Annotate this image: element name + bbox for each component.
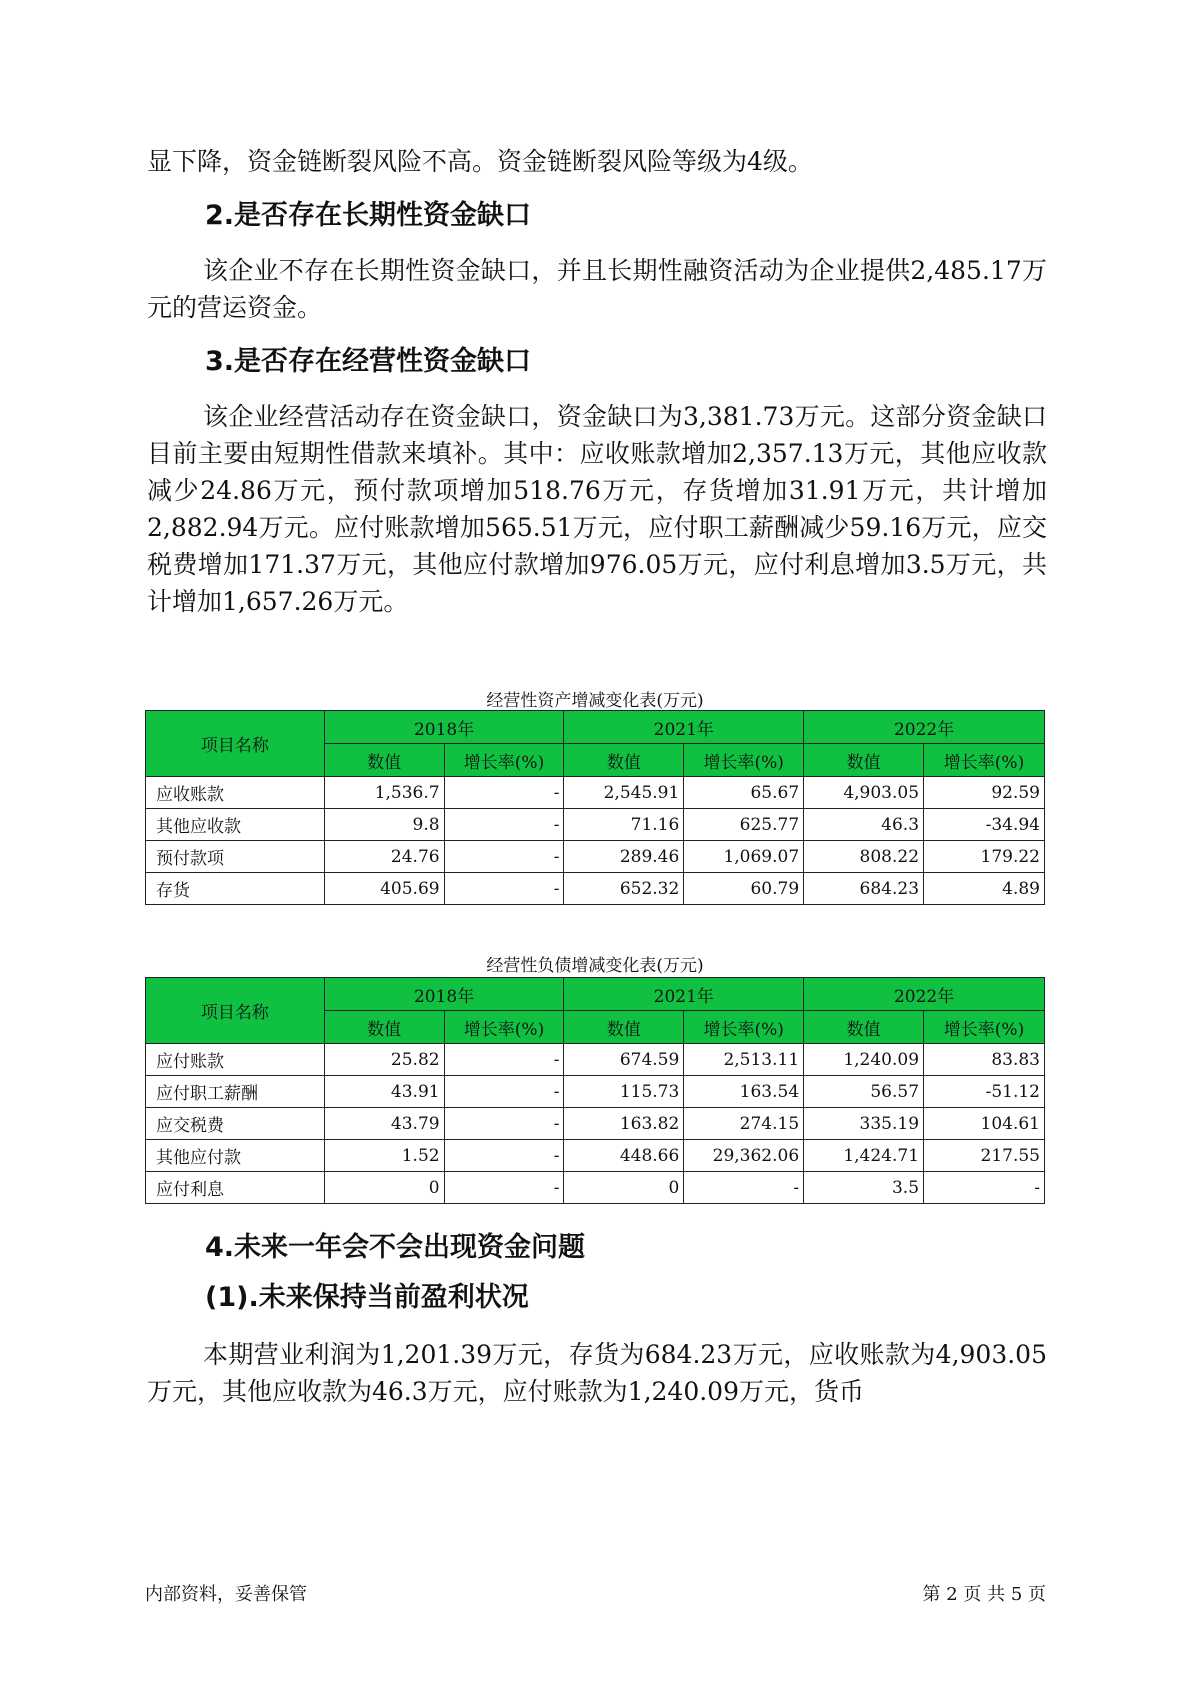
table-cell: 预付款项 [146, 841, 325, 873]
table-cell: 1,536.7 [324, 777, 444, 809]
table-cell: - [444, 777, 564, 809]
table-cell: 625.77 [684, 809, 804, 841]
table-cell: - [444, 1044, 564, 1076]
footer-confidential-note: 内部资料，妥善保管 [145, 1584, 307, 1605]
table-cell: - [444, 1076, 564, 1108]
table-cell: - [444, 1108, 564, 1140]
table-cell: 1,069.07 [684, 841, 804, 873]
header-growth: 增长率(%) [444, 744, 564, 777]
paragraph-risk-level: 显下降，资金链断裂风险不高。资金链断裂风险等级为4级。 [147, 147, 813, 176]
table-cell: 应付利息 [146, 1172, 325, 1204]
table-cell: 335.19 [804, 1108, 924, 1140]
header-year-2021: 2021年 [564, 978, 804, 1011]
footer-page-number: 第 2 页 共 5 页 [922, 1584, 1046, 1605]
table-cell: 29,362.06 [684, 1140, 804, 1172]
table-cell: 2,545.91 [564, 777, 684, 809]
table-row [146, 1140, 1045, 1172]
table-cell: 1.52 [324, 1140, 444, 1172]
table-cell: 71.16 [564, 809, 684, 841]
table-cell: 684.23 [804, 873, 924, 905]
heading-current-profitability: (1).未来保持当前盈利状况 [205, 1282, 529, 1313]
table-cell: 应交税费 [146, 1108, 325, 1140]
table-cell: 674.59 [564, 1044, 684, 1076]
table-cell: 92.59 [924, 777, 1045, 809]
table-cell: 1,424.71 [804, 1140, 924, 1172]
header-growth: 增长率(%) [924, 744, 1045, 777]
table-cell: 163.82 [564, 1108, 684, 1140]
table-cell: 43.91 [324, 1076, 444, 1108]
table-cell: 46.3 [804, 809, 924, 841]
table-cell: 其他应收款 [146, 809, 325, 841]
table-cell: 289.46 [564, 841, 684, 873]
header-value: 数值 [804, 744, 924, 777]
header-growth: 增长率(%) [444, 1011, 564, 1044]
table-row [146, 1044, 1045, 1076]
header-value: 数值 [324, 1011, 444, 1044]
assets-table-caption: 经营性资产增减变化表(万元) [486, 691, 704, 711]
table-cell: 115.73 [564, 1076, 684, 1108]
table-row [146, 809, 1045, 841]
liabilities-table [145, 977, 1045, 1204]
header-value: 数值 [804, 1011, 924, 1044]
header-growth: 增长率(%) [924, 1011, 1045, 1044]
table-cell: 83.83 [924, 1044, 1045, 1076]
table-cell: 存货 [146, 873, 325, 905]
table-cell: 4,903.05 [804, 777, 924, 809]
table-cell: - [924, 1172, 1045, 1204]
table-cell: - [444, 873, 564, 905]
table-cell: 24.76 [324, 841, 444, 873]
table-row [146, 1108, 1045, 1140]
paragraph-current-profitability: 本期营业利润为1,201.39万元，存货为684.23万元，应收账款为4,903.05万元，其他应收款为46.3万元，应付账款为1,240.09万元，货币 [147, 1340, 1047, 1406]
table-row [146, 873, 1045, 905]
header-year-2022: 2022年 [804, 978, 1045, 1011]
table-cell: 3.5 [804, 1172, 924, 1204]
heading-operating-gap: 3.是否存在经营性资金缺口 [205, 346, 532, 377]
table-cell: 808.22 [804, 841, 924, 873]
table-cell: - [444, 841, 564, 873]
paragraph-operating-gap: 该企业经营活动存在资金缺口，资金缺口为3,381.73万元。这部分资金缺口目前主要由短期性借款来填补。其中：应收账款增加2,357.13万元，其他应收款减少24.86万元，预付款项增加518.76万元，存货增加31.91万元，共计增加2,882.94万元。应付账款增加565.51万元，应付职工薪酬减少59.16万元，应交税费增加171.37万元，其他应付款增加976.05万元，应付利息增加3.5万元，共计增加1,657.26万元。 [147, 402, 1047, 616]
header-item-name: 项目名称 [146, 978, 325, 1044]
table-cell: 652.32 [564, 873, 684, 905]
header-year-2022: 2022年 [804, 711, 1045, 744]
table-cell: 9.8 [324, 809, 444, 841]
table-cell: 2,513.11 [684, 1044, 804, 1076]
header-item-name: 项目名称 [146, 711, 325, 777]
paragraph-long-term-gap: 该企业不存在长期性资金缺口，并且长期性融资活动为企业提供2,485.17万元的营运资金。 [147, 256, 1047, 322]
table-cell: 405.69 [324, 873, 444, 905]
table-cell: 274.15 [684, 1108, 804, 1140]
table-cell: 0 [564, 1172, 684, 1204]
header-growth: 增长率(%) [684, 1011, 804, 1044]
assets-table [145, 710, 1045, 905]
table-cell: 217.55 [924, 1140, 1045, 1172]
table-cell: 65.67 [684, 777, 804, 809]
table-row [146, 777, 1045, 809]
table-cell: 应收账款 [146, 777, 325, 809]
table-cell: 1,240.09 [804, 1044, 924, 1076]
header-year-2021: 2021年 [564, 711, 804, 744]
table-cell: - [444, 1172, 564, 1204]
table-cell: 应付职工薪酬 [146, 1076, 325, 1108]
table-cell: 179.22 [924, 841, 1045, 873]
table-cell: 43.79 [324, 1108, 444, 1140]
table-cell: 163.54 [684, 1076, 804, 1108]
header-year-2018: 2018年 [324, 711, 564, 744]
header-value: 数值 [324, 744, 444, 777]
table-row [146, 841, 1045, 873]
table-cell: 0 [324, 1172, 444, 1204]
table-row [146, 1076, 1045, 1108]
table-cell: 其他应付款 [146, 1140, 325, 1172]
table-cell: -34.94 [924, 809, 1045, 841]
table-cell: 448.66 [564, 1140, 684, 1172]
heading-long-term-gap: 2.是否存在长期性资金缺口 [205, 200, 532, 231]
table-cell: - [684, 1172, 804, 1204]
table-cell: 4.89 [924, 873, 1045, 905]
heading-next-year-funding: 4.未来一年会不会出现资金问题 [205, 1232, 586, 1263]
table-cell: 25.82 [324, 1044, 444, 1076]
table-cell: 60.79 [684, 873, 804, 905]
table-cell: 104.61 [924, 1108, 1045, 1140]
header-value: 数值 [564, 744, 684, 777]
header-year-2018: 2018年 [324, 978, 564, 1011]
table-cell: 56.57 [804, 1076, 924, 1108]
table-cell: - [444, 1140, 564, 1172]
table-cell: -51.12 [924, 1076, 1045, 1108]
header-growth: 增长率(%) [684, 744, 804, 777]
header-value: 数值 [564, 1011, 684, 1044]
table-row [146, 1172, 1045, 1204]
table-cell: - [444, 809, 564, 841]
liabilities-table-caption: 经营性负债增减变化表(万元) [486, 956, 704, 976]
table-cell: 应付账款 [146, 1044, 325, 1076]
